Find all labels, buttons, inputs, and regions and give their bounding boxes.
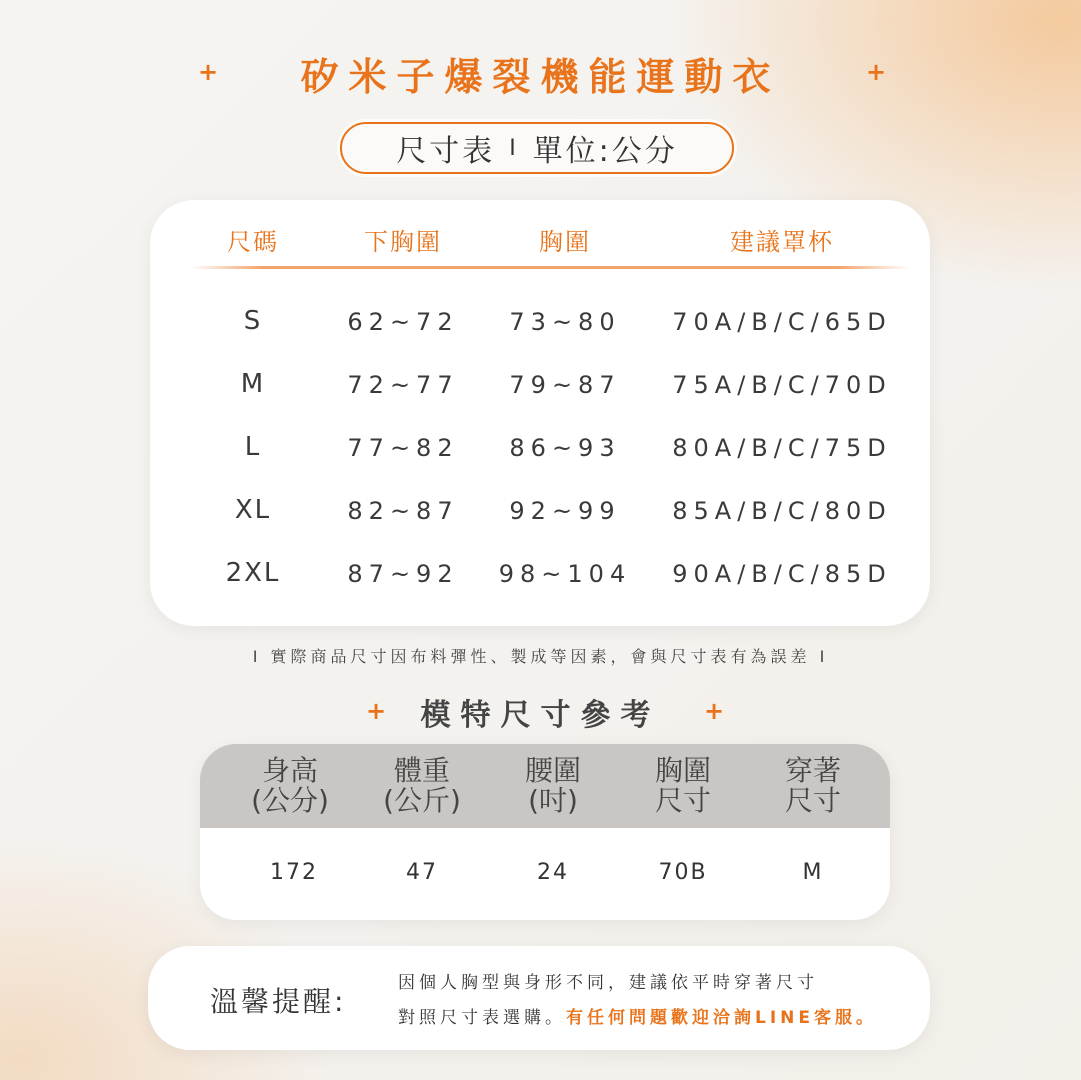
row-m-bust: 79~87 [509, 371, 621, 399]
model-value-bust: 70B [658, 860, 708, 885]
model-header-height-line2: (公分) [251, 784, 329, 817]
row-s-size: S [243, 306, 263, 336]
model-header-waist-line2: (吋) [528, 784, 578, 817]
model-header-height-line1: 身高 [261, 754, 318, 787]
header-bust: 胸圍 [539, 228, 591, 256]
row-l-underbust: 77~82 [347, 434, 459, 462]
row-l-cup: 80A/B/C/75D [672, 434, 892, 462]
row-s-cup: 70A/B/C/65D [672, 308, 892, 336]
model-header-worn-line2: 尺寸 [784, 784, 841, 817]
row-2xl-underbust: 87~92 [347, 560, 459, 588]
model-header-worn-line1: 穿著 [784, 754, 841, 787]
model-value-height: 172 [270, 860, 318, 885]
model-header-worn [753, 756, 873, 816]
row-s-bust: 73~80 [509, 308, 621, 336]
row-l-size: L [244, 432, 262, 462]
row-2xl-bust: 98~104 [498, 560, 632, 588]
row-2xl-cup: 90A/B/C/85D [672, 560, 892, 588]
row-s-underbust: 62~72 [347, 308, 459, 336]
reminder-label: 溫馨提醒: [210, 985, 347, 1018]
size-table-label: 尺寸表 [396, 134, 496, 169]
model-plus-right: + [704, 697, 725, 725]
header-cup: 建議罩杯 [730, 228, 834, 256]
model-header-weight-line1: 體重 [393, 754, 450, 787]
model-header-weight [362, 756, 482, 816]
model-value-worn: M [802, 860, 824, 885]
model-header-weight-line2: (公斤) [383, 784, 461, 817]
reminder-line-2 [398, 1003, 877, 1028]
size-disclaimer: I 實際商品尺寸因布料彈性、製成等因素，會與尺寸表有為誤差 I [252, 647, 829, 666]
header-size: 尺碼 [227, 228, 279, 256]
header-underbust: 下胸圍 [364, 228, 442, 256]
row-xl-bust: 92~99 [509, 497, 621, 525]
header-divider [190, 266, 910, 269]
row-m-underbust: 72~77 [347, 371, 459, 399]
reminder-line-2-highlight: 有任何問題歡迎洽詢LINE客服。 [566, 1008, 877, 1028]
model-header-waist-line1: 腰圍 [524, 754, 581, 787]
model-header-height [230, 756, 350, 816]
reminder-line-2-text: 對照尺寸表選購。 [398, 1008, 566, 1028]
model-section-title: 模特尺寸參考 [420, 698, 661, 733]
model-value-weight: 47 [406, 860, 438, 885]
model-plus-left: + [366, 697, 387, 725]
row-xl-cup: 85A/B/C/80D [672, 497, 892, 525]
row-m-size: M [240, 369, 266, 399]
model-header-bust [623, 756, 743, 816]
size-table-pill [340, 122, 734, 174]
model-header-bust-line1: 胸圍 [654, 754, 711, 787]
title-plus-left: + [198, 58, 219, 86]
row-m-cup: 75A/B/C/70D [672, 371, 892, 399]
model-header-waist [493, 756, 613, 816]
title-plus-right: + [866, 58, 887, 86]
model-header-bust-line2: 尺寸 [654, 784, 711, 817]
row-2xl-size: 2XL [225, 558, 281, 588]
page-title: 矽米子爆裂機能運動衣 [300, 55, 781, 99]
size-table-unit: 單位:公分 [532, 134, 678, 169]
row-xl-underbust: 82~87 [347, 497, 459, 525]
row-xl-size: XL [234, 495, 272, 525]
row-l-bust: 86~93 [509, 434, 621, 462]
model-value-waist: 24 [537, 860, 569, 885]
reminder-line-1: 因個人胸型與身形不同，建議依平時穿著尺寸 [398, 973, 818, 993]
pill-separator: I [509, 135, 519, 161]
